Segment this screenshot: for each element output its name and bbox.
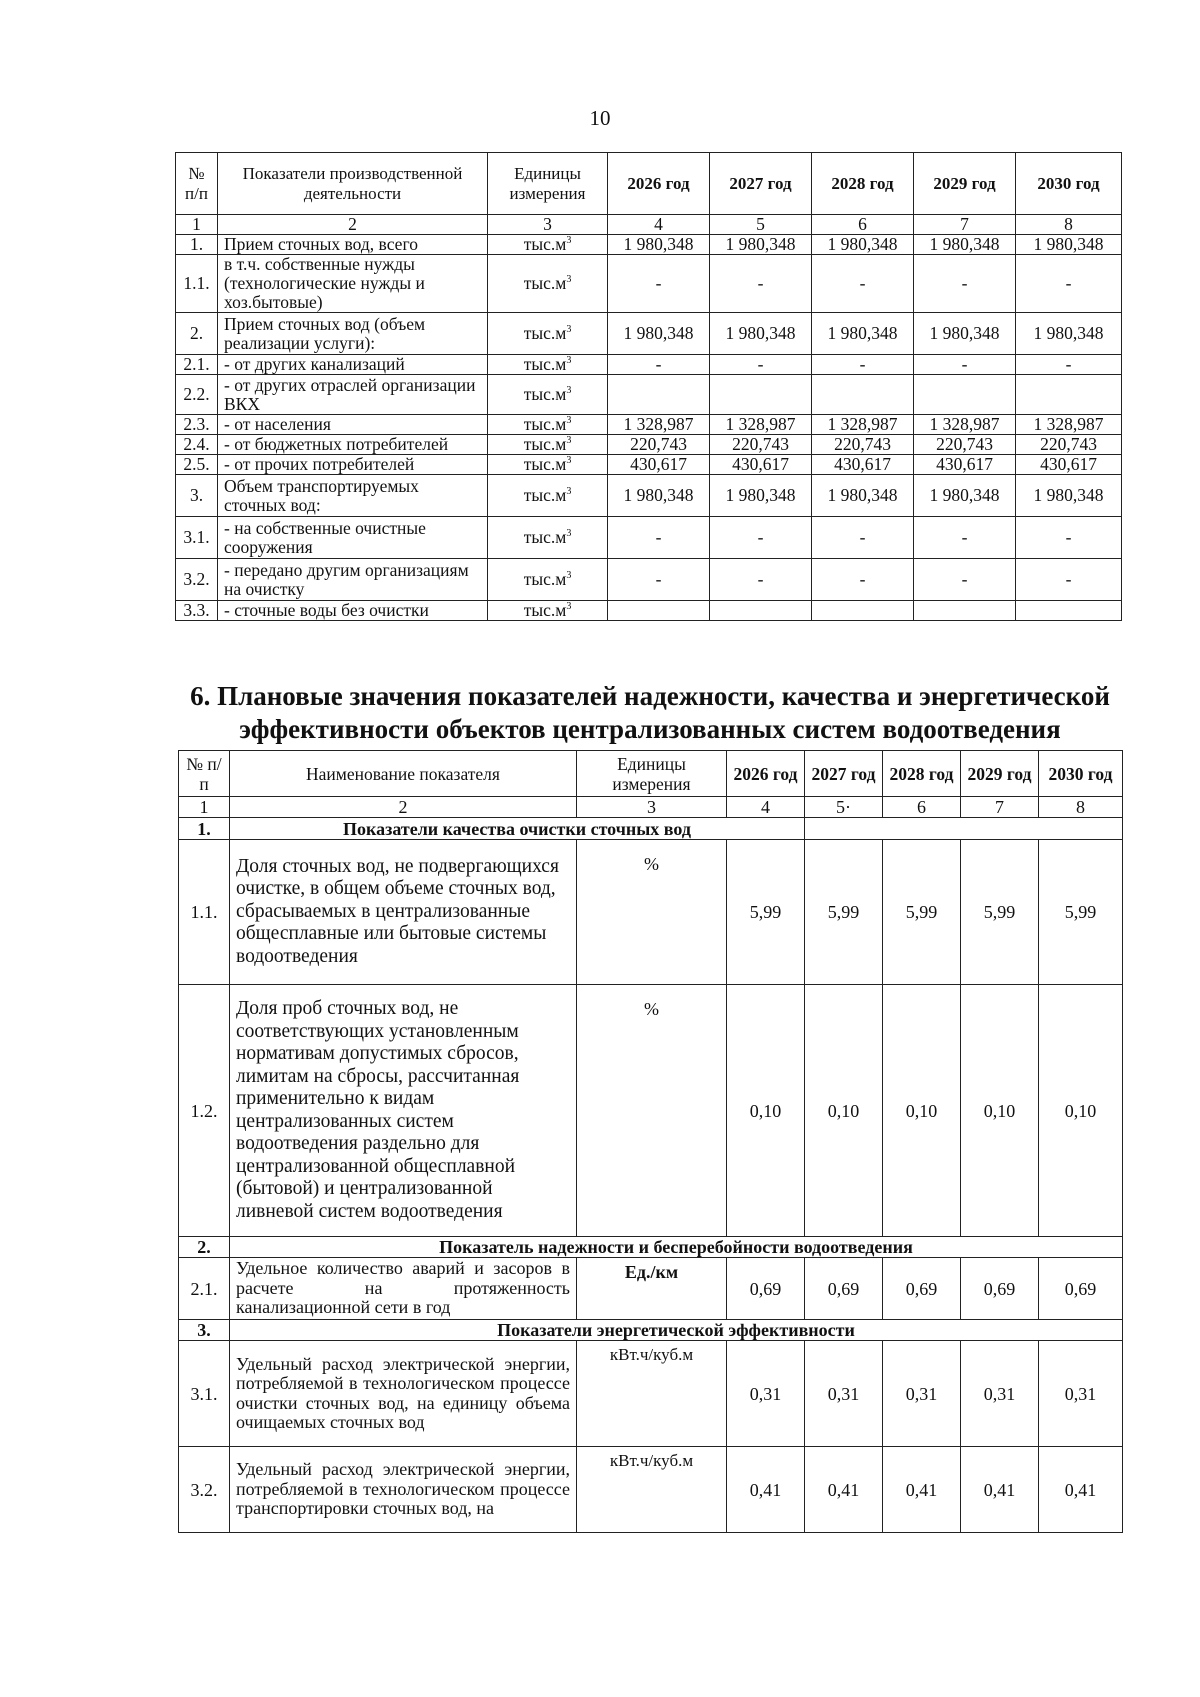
row-unit [488, 355, 608, 375]
row-indicator: - от населения [218, 415, 488, 435]
header-unit: Единицы измерения [488, 153, 608, 215]
row-value: 0,31 [727, 1341, 805, 1447]
row-value: 5,99 [961, 840, 1039, 985]
row-unit [488, 435, 608, 455]
header-indicator: Показатели производственной деятельности [218, 153, 488, 215]
unit-superscript: 3 [566, 324, 572, 336]
table-row [179, 1341, 1123, 1447]
header-year: 2029 год [961, 751, 1039, 797]
header-unit: Единицы измерения [577, 751, 727, 797]
table-row [176, 313, 1122, 355]
row-value: 0,41 [1039, 1447, 1123, 1533]
column-number: 5· [805, 797, 883, 818]
row-value: 1 980,348 [812, 475, 914, 517]
table-row [176, 355, 1122, 375]
column-number: 1 [176, 215, 218, 235]
section-row [179, 1237, 1123, 1258]
row-num: 3.1. [179, 1341, 230, 1447]
row-num: 2.2. [176, 375, 218, 415]
row-unit: кВт.ч/куб.м [577, 1447, 727, 1533]
row-indicator: в т.ч. собственные нужды (технологические нужды и хоз.бытовые) [218, 255, 488, 313]
row-unit [488, 313, 608, 355]
column-number: 2 [218, 215, 488, 235]
row-value: - [914, 355, 1016, 375]
row-value: 1 980,348 [1016, 313, 1122, 355]
column-number: 8 [1039, 797, 1123, 818]
row-value: 1 328,987 [914, 415, 1016, 435]
row-num: 2.3. [176, 415, 218, 435]
row-num: 2.5. [176, 455, 218, 475]
row-value: 220,743 [812, 435, 914, 455]
row-indicator: Объем транспортируемых сточных вод: [218, 475, 488, 517]
row-num: 1.2. [179, 985, 230, 1237]
row-value: 0,31 [883, 1341, 961, 1447]
row-indicator: - от бюджетных потребителей [218, 435, 488, 455]
row-unit [488, 235, 608, 255]
row-value: 430,617 [812, 455, 914, 475]
row-value: 1 980,348 [812, 235, 914, 255]
row-unit [488, 255, 608, 313]
row-value: 1 980,348 [608, 475, 710, 517]
row-indicator: Удельный расход электрической энергии, потребляемой в технологическом процессе очистки сточных вод, на единицу объема очищаемых сточных вод [230, 1341, 577, 1447]
section-title: Показатели качества очистки сточных вод [230, 818, 805, 840]
row-value: 220,743 [1016, 435, 1122, 455]
row-indicator: Прием сточных вод, всего [218, 235, 488, 255]
row-value [710, 375, 812, 415]
column-number: 3 [488, 215, 608, 235]
row-value: 0,69 [883, 1258, 961, 1320]
row-unit: % [577, 840, 727, 985]
unit-base: тыс.м [523, 384, 567, 404]
unit-superscript: 3 [566, 385, 572, 397]
table-header-row [176, 153, 1122, 215]
section-row [179, 818, 1123, 840]
table-row [176, 517, 1122, 559]
table-row [176, 375, 1122, 415]
row-value [812, 601, 914, 621]
header-year: 2026 год [727, 751, 805, 797]
table-row [176, 559, 1122, 601]
row-unit [488, 455, 608, 475]
row-indicator: - от других отраслей организации ВКХ [218, 375, 488, 415]
unit-base: тыс.м [523, 414, 567, 434]
row-value [812, 375, 914, 415]
row-value: 0,69 [961, 1258, 1039, 1320]
row-value: - [914, 517, 1016, 559]
row-value: 1 980,348 [608, 235, 710, 255]
row-value: 0,41 [883, 1447, 961, 1533]
row-value: 0,31 [1039, 1341, 1123, 1447]
row-value: 1 980,348 [914, 313, 1016, 355]
unit-base: тыс.м [523, 485, 567, 505]
row-value: 1 328,987 [710, 415, 812, 435]
row-value: 0,10 [961, 985, 1039, 1237]
header-year: 2028 год [812, 153, 914, 215]
row-num: 1.1. [176, 255, 218, 313]
unit-base: тыс.м [523, 323, 567, 343]
row-value: 1 980,348 [1016, 235, 1122, 255]
row-indicator: Доля проб сточных вод, не соответствующих установленным нормативам допустимых сбросов, лимитам на сбросы, рассчитанная применительно к видам централизованных систем водоотведения раздельно для централизованной общесплавной (бытовой) и централизованной ливневой систем водоотведения [230, 985, 577, 1237]
row-num: 2.1. [176, 355, 218, 375]
unit-base: тыс.м [523, 454, 567, 474]
row-num: 3.2. [179, 1447, 230, 1533]
table-row [176, 255, 1122, 313]
row-value: 1 328,987 [1016, 415, 1122, 435]
row-value [1016, 375, 1122, 415]
row-value: 5,99 [805, 840, 883, 985]
row-value: 220,743 [710, 435, 812, 455]
row-value: 0,69 [805, 1258, 883, 1320]
row-value: - [1016, 517, 1122, 559]
column-number-row [179, 797, 1123, 818]
row-unit [488, 559, 608, 601]
column-number: 7 [961, 797, 1039, 818]
section-num: 1. [179, 818, 230, 840]
unit-base: тыс.м [523, 600, 567, 620]
unit-superscript: 3 [566, 570, 572, 582]
row-unit: Ед./км [577, 1258, 727, 1320]
unit-superscript: 3 [566, 486, 572, 498]
table-row [176, 475, 1122, 517]
unit-superscript: 3 [566, 355, 572, 367]
row-num: 2.4. [176, 435, 218, 455]
production-indicators-table [175, 152, 1122, 621]
header-num: № п/п [176, 153, 218, 215]
column-number: 3 [577, 797, 727, 818]
unit-superscript: 3 [566, 235, 572, 247]
unit-superscript: 3 [566, 528, 572, 540]
row-value [914, 375, 1016, 415]
column-number: 7 [914, 215, 1016, 235]
row-value: 0,10 [883, 985, 961, 1237]
row-value: 1 980,348 [710, 475, 812, 517]
table-row [179, 985, 1123, 1237]
header-year: 2027 год [805, 751, 883, 797]
row-indicator: - на собственные очистные сооружения [218, 517, 488, 559]
header-year: 2027 год [710, 153, 812, 215]
section-empty-cell [805, 818, 1123, 840]
row-indicator: Удельное количество аварий и засоров в расчете на протяженность канализационной сети в год [230, 1258, 577, 1320]
row-indicator: - передано другим организациям на очистку [218, 559, 488, 601]
column-number: 8 [1016, 215, 1122, 235]
row-num: 3. [176, 475, 218, 517]
unit-superscript: 3 [566, 455, 572, 467]
row-num: 2. [176, 313, 218, 355]
row-value: 1 980,348 [608, 313, 710, 355]
row-value: - [1016, 559, 1122, 601]
row-unit [488, 601, 608, 621]
page-number: 10 [589, 106, 611, 130]
row-value: 220,743 [608, 435, 710, 455]
row-value: 0,10 [727, 985, 805, 1237]
row-value [914, 601, 1016, 621]
row-value: 430,617 [1016, 455, 1122, 475]
row-value [1016, 601, 1122, 621]
column-number: 2 [230, 797, 577, 818]
row-num: 3.1. [176, 517, 218, 559]
row-value: 1 980,348 [1016, 475, 1122, 517]
row-value: - [914, 559, 1016, 601]
row-value: 430,617 [914, 455, 1016, 475]
row-indicator: - сточные воды без очистки [218, 601, 488, 621]
row-value: 1 980,348 [914, 475, 1016, 517]
column-number: 4 [608, 215, 710, 235]
row-value: - [1016, 355, 1122, 375]
row-value: 0,10 [805, 985, 883, 1237]
row-indicator: Удельный расход электрической энергии, потребляемой в технологическом процессе транспортировки сточных вод, на [230, 1447, 577, 1533]
row-value: 1 980,348 [914, 235, 1016, 255]
row-value: - [1016, 255, 1122, 313]
column-number-row [176, 215, 1122, 235]
row-indicator: - от других канализаций [218, 355, 488, 375]
row-num: 3.2. [176, 559, 218, 601]
row-num: 3.3. [176, 601, 218, 621]
row-value: - [710, 517, 812, 559]
table-row [179, 1258, 1123, 1320]
header-year: 2026 год [608, 153, 710, 215]
unit-base: тыс.м [523, 527, 567, 547]
row-indicator: - от прочих потребителей [218, 455, 488, 475]
header-year: 2030 год [1039, 751, 1123, 797]
row-value: 220,743 [914, 435, 1016, 455]
table-row [176, 435, 1122, 455]
row-unit: % [577, 985, 727, 1237]
column-number: 6 [883, 797, 961, 818]
unit-base: тыс.м [523, 234, 567, 254]
table-row [176, 235, 1122, 255]
row-value: 1 980,348 [812, 313, 914, 355]
row-value: 0,10 [1039, 985, 1123, 1237]
row-value [608, 375, 710, 415]
unit-base: тыс.м [523, 434, 567, 454]
row-value: - [914, 255, 1016, 313]
row-value: - [710, 355, 812, 375]
row-unit: кВт.ч/куб.м [577, 1341, 727, 1447]
row-value [608, 601, 710, 621]
table-row [176, 455, 1122, 475]
row-value: - [812, 517, 914, 559]
row-indicator: Прием сточных вод (объем реализации услуги): [218, 313, 488, 355]
row-value: 5,99 [1039, 840, 1123, 985]
row-value: 0,69 [1039, 1258, 1123, 1320]
row-value: 5,99 [883, 840, 961, 985]
row-unit [488, 475, 608, 517]
header-num: № п/п [179, 751, 230, 797]
row-value: - [710, 255, 812, 313]
column-number: 5 [710, 215, 812, 235]
row-indicator: Доля сточных вод, не подвергающихся очистке, в общем объеме сточных вод, сбрасываемых в централизованные общесплавные или бытовые системы водоотведения [230, 840, 577, 985]
row-value: 430,617 [608, 455, 710, 475]
unit-superscript: 3 [566, 274, 572, 286]
row-value: 0,31 [961, 1341, 1039, 1447]
row-unit [488, 517, 608, 559]
row-value: - [812, 355, 914, 375]
section-title: Показатели энергетической эффективности [230, 1320, 1123, 1341]
section-num: 3. [179, 1320, 230, 1341]
row-value: - [608, 517, 710, 559]
section-title: Показатель надежности и бесперебойности водоотведения [230, 1237, 1123, 1258]
table-header-row [179, 751, 1123, 797]
row-value: 0,41 [961, 1447, 1039, 1533]
row-value: - [812, 559, 914, 601]
row-value: 1 980,348 [710, 235, 812, 255]
unit-superscript: 3 [566, 435, 572, 447]
row-value: 0,31 [805, 1341, 883, 1447]
row-unit [488, 415, 608, 435]
row-value: 5,99 [727, 840, 805, 985]
row-value: - [812, 255, 914, 313]
table-row [179, 840, 1123, 985]
row-value [710, 601, 812, 621]
column-number: 4 [727, 797, 805, 818]
row-value: 430,617 [710, 455, 812, 475]
section-heading: 6. Плановые значения показателей надежности, качества и энергетической эффективности объектов централизованных систем водоотведения [190, 681, 1110, 744]
unit-base: тыс.м [523, 354, 567, 374]
row-value: - [710, 559, 812, 601]
column-number: 6 [812, 215, 914, 235]
table-row [179, 1447, 1123, 1533]
section-num: 2. [179, 1237, 230, 1258]
table-row [176, 415, 1122, 435]
column-number: 1 [179, 797, 230, 818]
row-num: 2.1. [179, 1258, 230, 1320]
row-value: - [608, 355, 710, 375]
unit-base: тыс.м [523, 273, 567, 293]
unit-superscript: 3 [566, 601, 572, 613]
header-year: 2028 год [883, 751, 961, 797]
row-value: 0,41 [727, 1447, 805, 1533]
row-value: - [608, 255, 710, 313]
section-row [179, 1320, 1123, 1341]
row-value: 0,41 [805, 1447, 883, 1533]
table-row [176, 601, 1122, 621]
header-indicator: Наименование показателя [230, 751, 577, 797]
row-value: 0,69 [727, 1258, 805, 1320]
row-value: 1 328,987 [608, 415, 710, 435]
row-unit [488, 375, 608, 415]
header-year: 2029 год [914, 153, 1016, 215]
row-value: 1 328,987 [812, 415, 914, 435]
unit-base: тыс.м [523, 569, 567, 589]
row-value: - [608, 559, 710, 601]
reliability-quality-indicators-table [178, 750, 1123, 1533]
row-value: 1 980,348 [710, 313, 812, 355]
row-num: 1. [176, 235, 218, 255]
header-year: 2030 год [1016, 153, 1122, 215]
row-num: 1.1. [179, 840, 230, 985]
unit-superscript: 3 [566, 415, 572, 427]
